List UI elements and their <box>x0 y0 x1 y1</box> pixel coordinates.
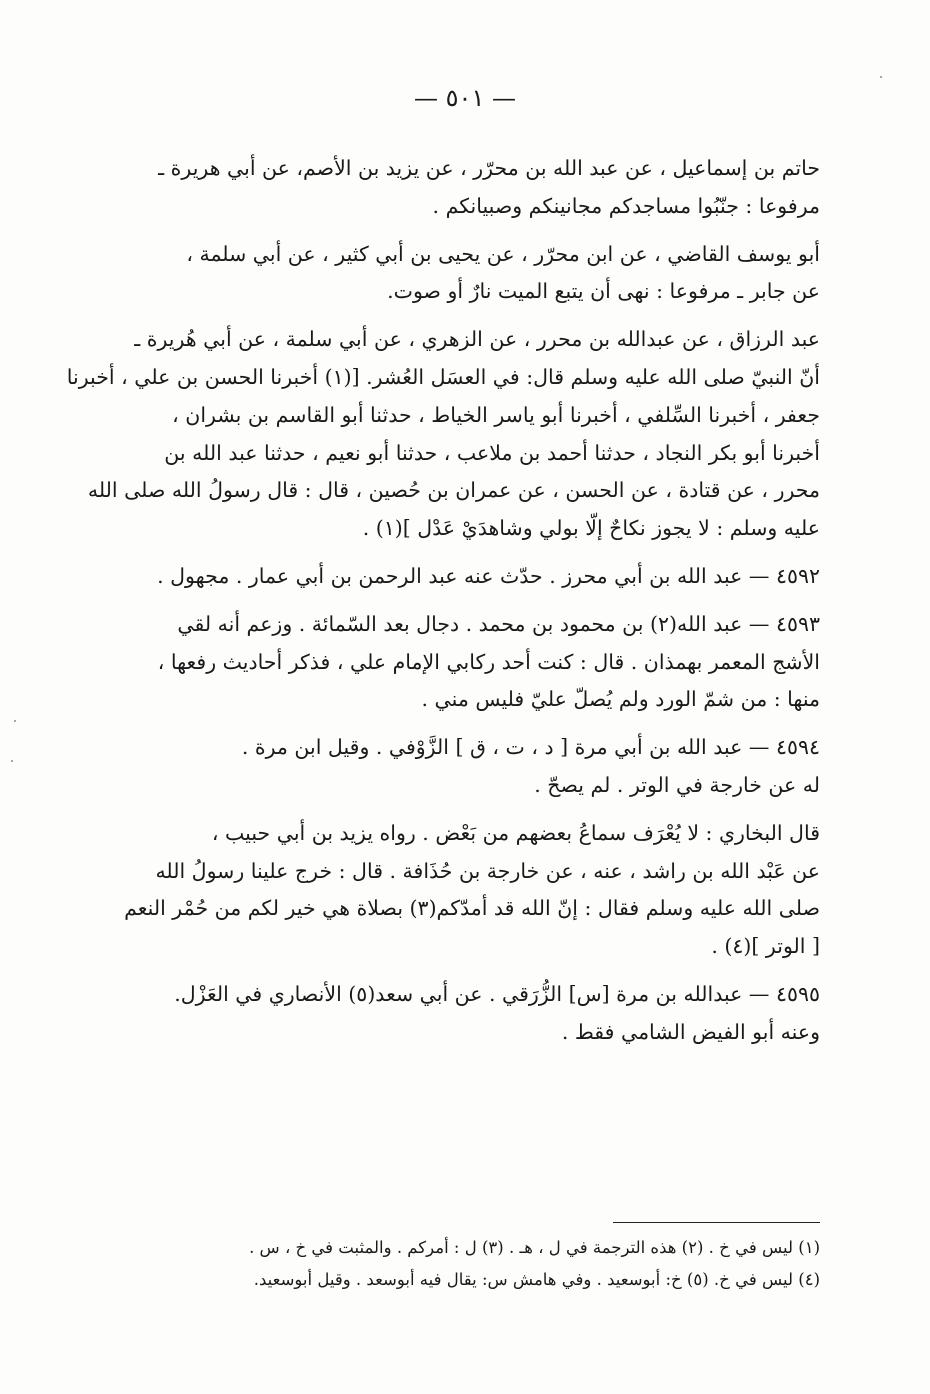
text-line: جعفر ، أخبرنا السِّلفي ، أخبرنا أبو ياسر الخياط ، حدثنا أبو القاسم بن بشران ، <box>172 402 820 427</box>
text-line: له عن خارجة في الوتر . لم يصحّ . <box>534 772 820 797</box>
scan-speck <box>11 760 13 762</box>
text-line: أخبرنا أبو بكر النجاد ، حدثنا أحمد بن ملاعب ، حدثنا أبو نعيم ، حدثنا عبد الله بن <box>164 440 820 465</box>
entry-4592 <box>120 558 820 596</box>
scan-speck <box>14 720 16 722</box>
body-text <box>66 150 820 1062</box>
text-line: منها : من شمّ الورد ولم يُصلّ عليّ فليس مني . <box>421 687 820 712</box>
footnote-separator <box>613 1222 820 1223</box>
text-line: ٤٥٩٤ — عبد الله بن أبي مرة [ د ، ت ، ق ] الزَّوْفي . وقيل ابن مرة . <box>241 735 820 760</box>
paragraph-abd-al-razzaq <box>66 321 820 548</box>
entry-4594 <box>120 729 820 805</box>
text-line: عن عَبْد الله بن راشد ، عنه ، عن خارجة بن حُذَافة . قال : خرج علينا رسولُ الله <box>155 858 820 883</box>
footnote-line: (١) ليس في خ . (٢) هذه الترجمة في ل ، هـ . (٣) ل : أمركم . والمثبت في خ ، س . <box>249 1238 820 1257</box>
text-line: الأشج المعمر بهمذان . قال : كنت أحد ركابي الإمام علي ، فذكر أحاديث رفعها ، <box>157 649 820 674</box>
text-line: عن جابر ـ مرفوعا : نهى أن يتبع الميت نارٌ أو صوت. <box>387 279 820 304</box>
entry-4593 <box>120 606 820 719</box>
text-line: [ الوتر ](٤) . <box>711 934 820 959</box>
text-line: حاتم بن إسماعيل ، عن عبد الله بن محرّر ، عن يزيد بن الأصم، عن أبي هريرة ـ <box>158 156 820 180</box>
entry-4595 <box>120 976 820 1052</box>
paragraph-hatim <box>120 150 820 226</box>
footnote-line: (٤) ليس في خ. (٥) خ: أبوسعيد . وفي هامش س: يقال فيه أبوسعد . وقيل أبوسعيد. <box>253 1270 820 1289</box>
text-line: أبو يوسف القاضي ، عن ابن محرّر ، عن يحيى بن أبي كثير ، عن أبي سلمة ، <box>186 241 820 266</box>
text-line: ٤٥٩٣ — عبد الله(٢) بن محمود بن محمد . دجال بعد السّمائة . وزعم أنه لقي <box>177 611 820 636</box>
text-line: عليه وسلم : لا يجوز نكاحٌ إلّا بولي وشاهدَيْ عَدْل ](١) . <box>362 516 820 541</box>
paragraph-bukhari <box>120 815 820 966</box>
text-line: صلى الله عليه وسلم فقال : إنّ الله قد أمدّكم(٣) بصلاة هي خير لكم من حُمْر النعم <box>124 896 820 921</box>
text-line: ٤٥٩٢ — عبد الله بن أبي محرز . حدّث عنه عبد الرحمن بن أبي عمار . مجهول . <box>157 563 820 588</box>
text-line: عبد الرزاق ، عن عبدالله بن محرر ، عن الزهري ، عن أبي سلمة ، عن أبي هُريرة ـ <box>134 327 820 352</box>
text-line: قال البخاري : لا يُعْرَف سماعُ بعضهم من بَعْض . رواه يزيد بن أبي حبيب ، <box>211 820 820 845</box>
footnotes <box>120 1232 820 1296</box>
text-line: مرفوعا : جنّبُوا مساجدكم مجانينكم وصبيانكم . <box>432 193 820 218</box>
scan-speck <box>880 76 882 78</box>
page-number: — ٥٠١ — <box>414 84 516 112</box>
text-line: أنّ النبيّ صلى الله عليه وسلم قال: في العسَل العُشر. [(١) أخبرنا الحسن بن علي ، أخبرنا <box>66 364 820 389</box>
paragraph-abu-yusuf <box>120 236 820 312</box>
text-line: ٤٥٩٥ — عبدالله بن مرة [س] الزُّرَقي . عن أبي سعد(٥) الأنصاري في العَزْل. <box>174 981 820 1006</box>
text-line: محرر ، عن قتادة ، عن الحسن ، عن عمران بن حُصين ، قال : قال رسولُ الله صلى الله <box>87 478 820 503</box>
text-line: وعنه أبو الفيض الشامي فقط . <box>561 1019 820 1044</box>
